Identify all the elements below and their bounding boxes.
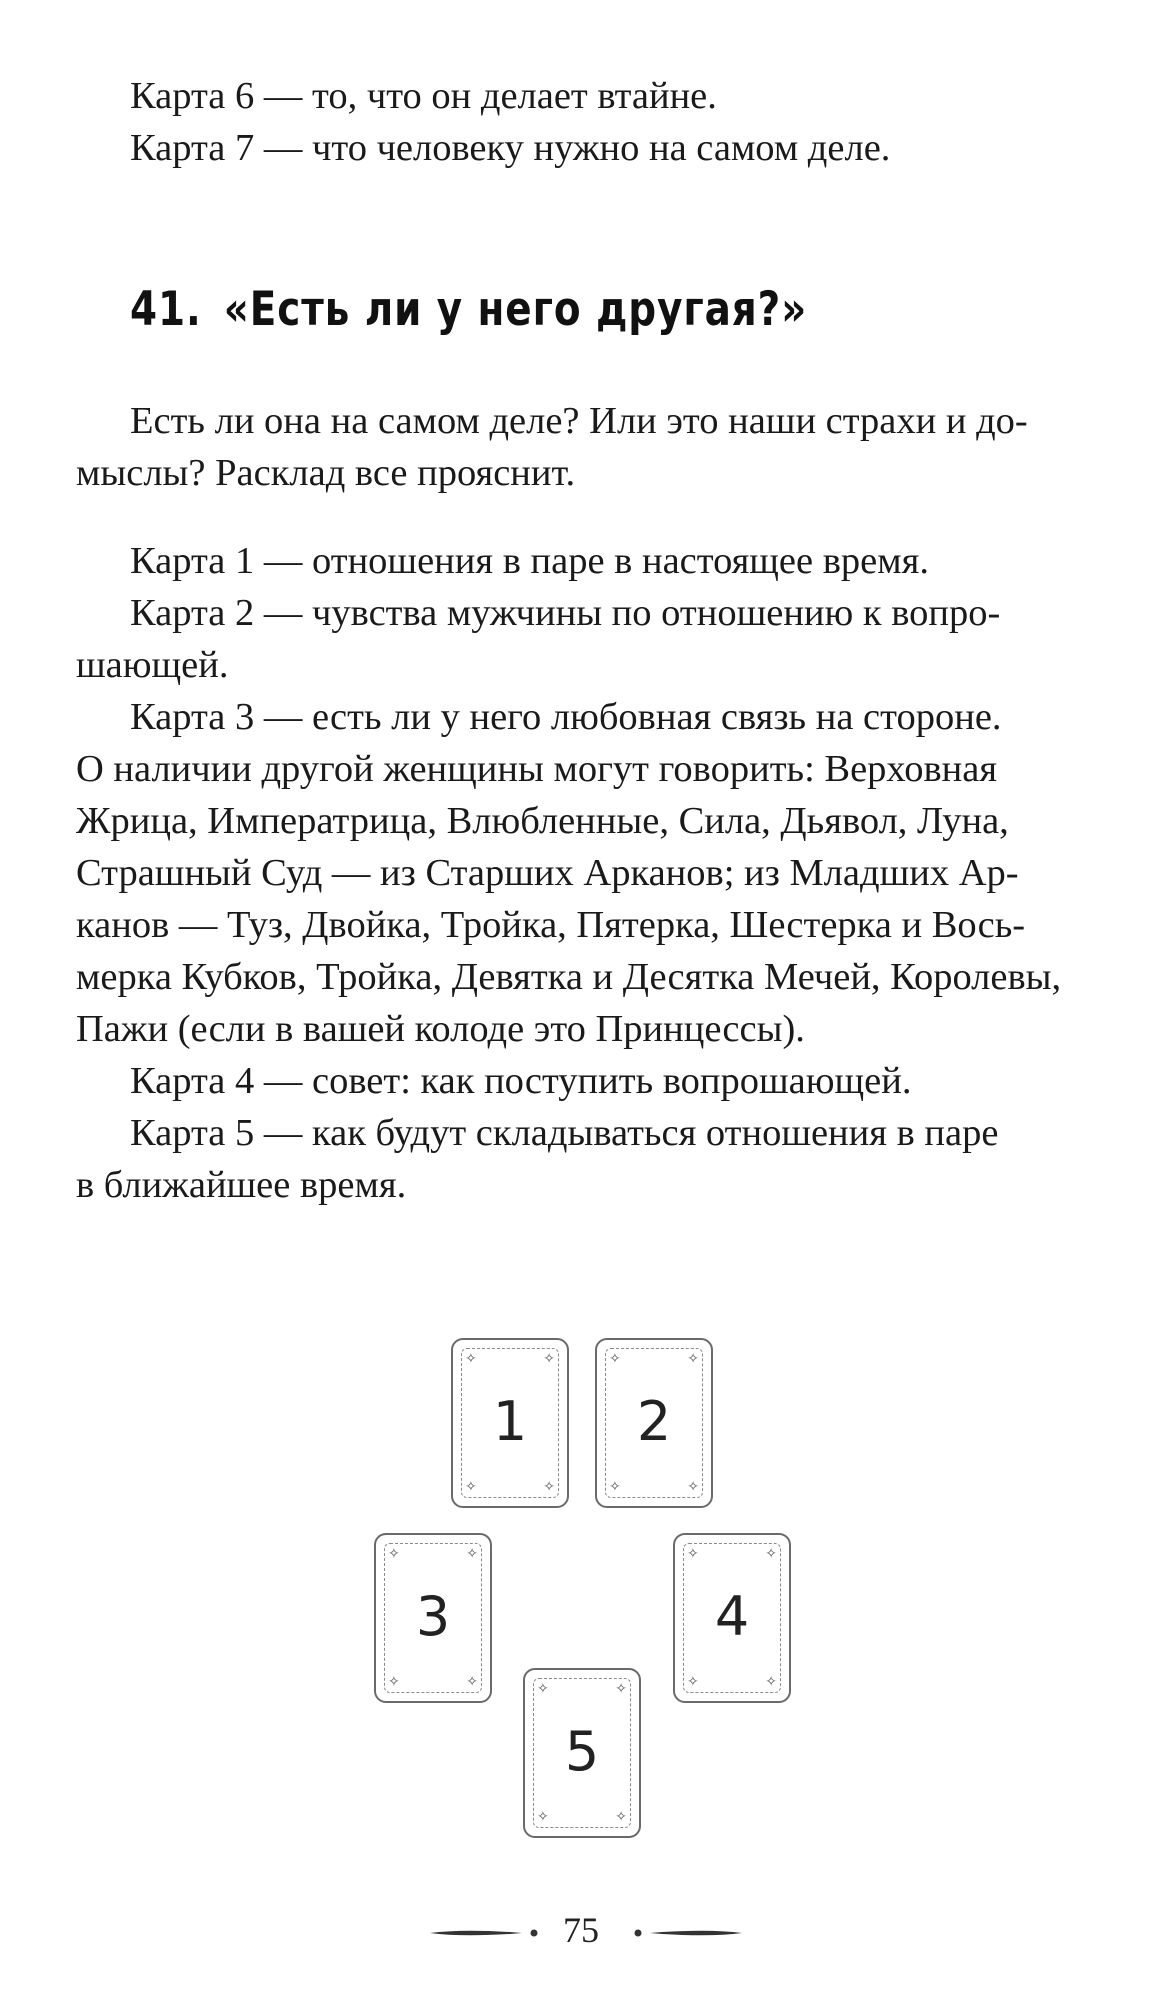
star-icon: ✧ <box>388 1546 400 1562</box>
card2-description-line-1: Карта 2 — чувства мужчины по отношению к вопро- <box>130 592 1001 634</box>
tarot-card-1 <box>451 1338 569 1508</box>
card-number: 3 <box>415 1585 451 1648</box>
intro-line-1: Есть ли она на самом деле? Или это наши страхи и до- <box>130 400 1028 442</box>
card3-description-line-4: Страшный Суд — из Старших Арканов; из Младших Ар- <box>76 852 1019 894</box>
star-icon: ✧ <box>609 1479 621 1495</box>
card3-description-line-5: канов — Туз, Двойка, Тройка, Пятерка, Шестерка и Вось- <box>76 904 1026 946</box>
card6-line: Карта 6 — то, что он делает втайне. <box>130 75 717 117</box>
section-number: 41. <box>130 282 202 337</box>
card2-description-line-2: шающей. <box>76 644 229 686</box>
card3-description-line-7: Пажи (если в вашей колоде это Принцессы). <box>76 1008 805 1050</box>
tarot-card-2 <box>595 1338 713 1508</box>
star-icon: ✧ <box>615 1681 627 1697</box>
section-heading <box>130 282 807 337</box>
tarot-card-4 <box>673 1533 791 1703</box>
star-icon: ✧ <box>543 1351 555 1367</box>
page-footer <box>0 1908 1162 1952</box>
star-icon: ✧ <box>537 1809 549 1825</box>
card-number: 5 <box>564 1720 600 1783</box>
card3-description-line-3: Жрица, Императрица, Влюбленные, Сила, Дьявол, Луна, <box>76 800 1009 842</box>
star-icon: ✧ <box>543 1479 555 1495</box>
tarot-card-3 <box>374 1533 492 1703</box>
card3-description-line-2: О наличии другой женщины могут говорить: Верховная <box>76 748 998 790</box>
star-icon: ✧ <box>765 1546 777 1562</box>
star-icon: ✧ <box>466 1674 478 1690</box>
star-icon: ✧ <box>388 1674 400 1690</box>
card3-description-line-6: мерка Кубков, Тройка, Девятка и Десятка Мечей, Королевы, <box>76 956 1062 998</box>
star-icon: ✧ <box>687 1479 699 1495</box>
star-icon: ✧ <box>537 1681 549 1697</box>
star-icon: ✧ <box>465 1351 477 1367</box>
card-number: 1 <box>492 1390 528 1453</box>
page-number: 75 <box>563 1910 599 1950</box>
star-icon: ✧ <box>687 1546 699 1562</box>
tarot-card-5 <box>523 1668 641 1838</box>
star-icon: ✧ <box>765 1674 777 1690</box>
card5-description-line-1: Карта 5 — как будут складываться отношения в паре <box>130 1112 999 1154</box>
star-icon: ✧ <box>687 1674 699 1690</box>
card4-description: Карта 4 — совет: как поступить вопрошающей. <box>130 1060 912 1102</box>
ornament-right-icon <box>630 1928 742 1938</box>
card-number: 2 <box>636 1390 672 1453</box>
section-title: «Есть ли у него другая?» <box>223 282 808 337</box>
top-text <box>76 70 1091 174</box>
star-icon: ✧ <box>687 1351 699 1367</box>
star-icon: ✧ <box>609 1351 621 1367</box>
card-descriptions <box>76 535 1091 1211</box>
card-number: 4 <box>714 1585 750 1648</box>
star-icon: ✧ <box>615 1809 627 1825</box>
card1-description: Карта 1 — отношения в паре в настоящее время. <box>130 540 929 582</box>
card7-line: Карта 7 — что человеку нужно на самом деле. <box>130 127 891 169</box>
star-icon: ✧ <box>466 1546 478 1562</box>
intro-paragraph <box>76 395 1091 499</box>
card3-description-line-1: Карта 3 — есть ли у него любовная связь на стороне. <box>130 696 1002 738</box>
star-icon: ✧ <box>465 1479 477 1495</box>
intro-line-2: мыслы? Расклад все прояснит. <box>76 452 576 494</box>
card5-description-line-2: в ближайшее время. <box>76 1164 407 1206</box>
